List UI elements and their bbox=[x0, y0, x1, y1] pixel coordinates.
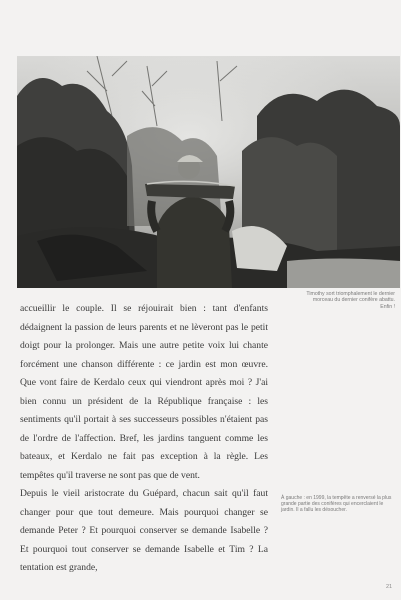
body-text bbox=[20, 300, 268, 578]
photo-caption: Timothy sort triomphalement le dernier morceau du dernier conifère abattu. Enfin ! bbox=[306, 291, 395, 310]
page-number: 21 bbox=[386, 584, 393, 590]
body-paragraph: accueillir le couple. Il se réjouirait bien : tant d'enfants dédaignent la passion de leurs parents et ne lèveront pas le petit doigt pour la prolonger. Mais une autre petite voix lui chante forcément une chanson différente : ce jardin est mon œuvre. Que vont faire de Kerdalo ceux qui viendront après moi ? J'ai bien connu un président de la République française : les sentiments qu'il portait à ses successeurs possibles n'étaient pas de l'ordre de l'affection. Bref, les jardins tanguent comme les bateaux, et Kerdalo ne fait pas exception à la règle. Les tempêtes qu'il traverse ne sont pas que de vent. bbox=[20, 303, 268, 481]
photo-image bbox=[17, 56, 400, 288]
body-paragraph: Depuis le vieil aristocrate du Guépard, chacun sait qu'il faut changer pour que tout demeure. Mais pourquoi changer se demande Peter ? Et pourquoi conserver se demande Isabelle ? Et pourquoi tout conserver se demande Isabelle et Tim ? La tentation est grande, bbox=[20, 488, 268, 573]
side-caption: À gauche : en 1999, la tempête a renversé la plus grande partie des conifères qui encerclaient le jardin. Il a fallu les désoucher. bbox=[281, 495, 392, 514]
photo-man-holding-log bbox=[17, 56, 400, 288]
